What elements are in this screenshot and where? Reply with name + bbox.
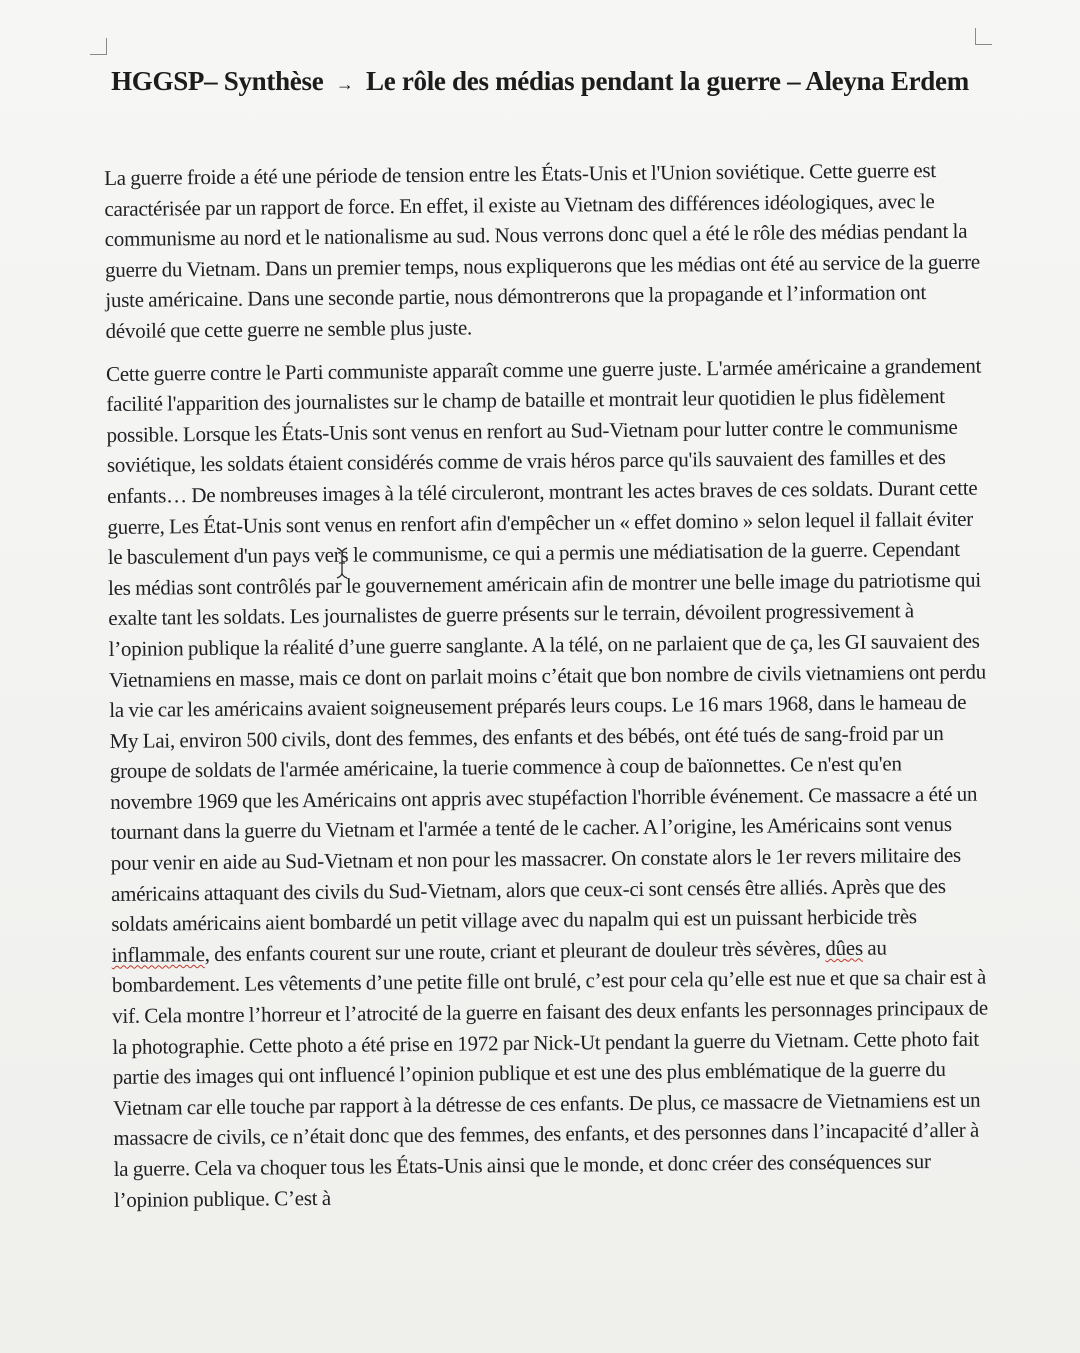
document-body bbox=[104, 155, 992, 1216]
paragraph-introduction: La guerre froide a été une période de tension entre les États-Unis et l'Union soviétique. Cette guerre est caractérisée par un rapport de force. En effet, il existe au Vietnam des différences idéologiques, avec le communisme au nord et le nationalisme au sud. Nous verrons donc quel a été le rôle des médias pendant la guerre du Vietnam. Dans un premier temps, nous expliquerons que les médias ont été au service de la guerre juste américaine. Dans une seconde partie, nous démontrerons que la propagande et l’information ont dévoilé que cette guerre ne semble plus juste. bbox=[104, 158, 981, 343]
spellcheck-word[interactable]: inflammale bbox=[111, 941, 205, 967]
crop-mark-top-left bbox=[90, 38, 107, 55]
paragraph-text: , des enfants courent sur une route, criant et pleurant de douleur très sévères, bbox=[204, 935, 826, 966]
title-part-2: Le rôle des médias pendant la guerre – Aleyna Erdem bbox=[365, 66, 969, 97]
paragraph-text: au bombardement. Les vêtements d’une petite fille ont brulé, c’est pour cela qu’elle est nue et que sa chair est à vif. Cela montre l’horreur et l’atrocité de la guerre en faisant des deux enfants les personnages principaux de la photographie. Cette photo a été prise en 1972 par Nick-Ut pendant la guerre du Vietnam. Cette photo fait partie des images qui ont influencé l’opinion publique et est une des plus emblématique de la guerre du Vietnam car elle touche par rapport à la détresse de ces enfants. De plus, ce massacre de Vietnamiens est un massacre de civils, ce n’était donc que des femmes, des enfants, et des personnes dans l’incapacité d’aller à la guerre. Cela va choquer tous les États-Unis ainsi que le monde, et donc créer des conséquences sur l’opinion publique. C’est à bbox=[111, 935, 988, 1212]
title-part-1: HGGSP– Synthèse bbox=[111, 66, 324, 97]
spellcheck-word[interactable]: dûes bbox=[825, 935, 863, 960]
document-title bbox=[105, 62, 975, 103]
paragraph-text: Cette guerre contre le Parti communiste apparaît comme une guerre juste. L'armée américaine a grandement facilité l'apparition des journalistes sur le champ de bataille et montrait leur quotidien le plus fidèlement possible. Lorsque les États-Unis sont venus en renfort au Sud-Vietnam pour lutter contre le communisme soviétique, les soldats étaient considérés comme de vrais héros parce qu'ils sauvaient des familles et des enfants… De nombreuses images à la télé circuleront, montrant les actes braves de ces soldats. Durant cette guerre, Les État-Unis sont venus en renfort afin d'empêcher un « effet domino » selon lequel il fallait éviter le basculement d'un pays vers le communisme, ce qui a permis une médiatisation de la guerre. Cependant les médias sont contrôlés par le gouvernement américain afin de montrer une belle image du patriotisme qui exalte tant les soldats. Les journalistes de guerre présents sur le terrain, dévoilent progressivement à l’opinion publique la réalité d’une guerre sanglante. A la télé, on ne parlaient que de ça, les GI sauvaient des Vietnamiens en masse, mais ce dont on parlait moins c’était que bon nombre de civils vietnamiens ont perdu la vie car les américains avaient soigneusement préparés leurs coups. Le 16 mars 1968, dans le hameau de My Lai, environ 500 civils, dont des femmes, des enfants et des bébés, ont été tués de sang-froid par un groupe de soldats de l'armée américaine, la tuerie commence à coup de baïonnettes. Ce n'est qu'en novembre 1969 que les Américains ont appris avec stupéfaction l'horrible événement. Ce massacre a été un tournant dans la guerre du Vietnam et l'armée a tenté de le cacher. A l’origine, les Américains sont venus pour venir en aide au Sud-Vietnam et non pour les massacrer. On constate alors le 1er revers militaire des américains attaquant des civils du Sud-Vietnam, alors que ceux-ci sont censés être alliés. Après que des soldats américains aient bombardé un petit village avec du napalm qui est un puissant herbicide très bbox=[105, 353, 987, 937]
crop-mark-top-right bbox=[975, 28, 992, 45]
paragraph-development bbox=[106, 350, 992, 1215]
arrow-right-icon: → bbox=[335, 73, 354, 94]
